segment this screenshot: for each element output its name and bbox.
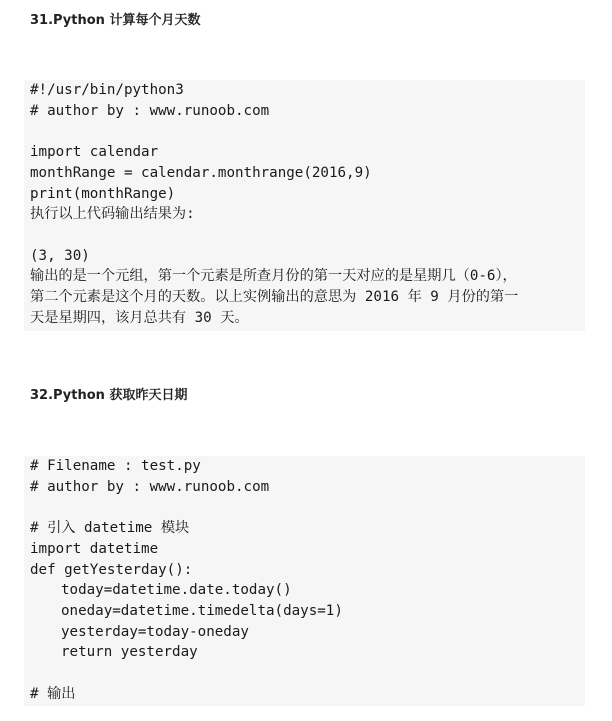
code-line: #!/usr/bin/python3 xyxy=(30,82,184,98)
code-block-yesterday xyxy=(24,456,585,706)
code-line: monthRange = calendar.monthrange(2016,9) xyxy=(30,164,372,181)
code-line: # 引入 datetime 模块 xyxy=(30,520,190,537)
code-line: oneday=datetime.timedelta(days=1) xyxy=(61,602,343,619)
code-line: 输出的是一个元组，第一个元素是所查月份的第一天对应的是星期几（0-6）， xyxy=(30,268,517,285)
code-block-month-days xyxy=(24,80,585,331)
code-line: print(monthRange) xyxy=(30,185,176,202)
code-line: def getYesterday(): xyxy=(30,561,193,578)
section-31-heading: 31.Python 计算每个月天数 xyxy=(30,13,201,28)
code-line: 第二个元素是这个月的天数。以上实例输出的意思为 2016 年 9 月份的第一 xyxy=(30,289,519,305)
code-line: yesterday=today-oneday xyxy=(61,623,249,640)
code-line: 执行以上代码输出结果为: xyxy=(30,206,195,223)
code-line: # author by : www.runoob.com xyxy=(30,102,270,119)
code-line: import datetime xyxy=(30,540,159,557)
code-line: 天是星期四，该月总共有 30 天。 xyxy=(30,309,249,326)
code-line: (3, 30) xyxy=(30,247,90,264)
code-line: today=datetime.date.today() xyxy=(61,582,292,599)
code-line: import calendar xyxy=(30,144,159,161)
code-line: # 输出 xyxy=(30,685,76,702)
code-line: # author by : www.runoob.com xyxy=(30,478,270,495)
section-32-heading: 32.Python 获取昨天日期 xyxy=(30,388,188,403)
code-line: # Filename : test.py xyxy=(30,458,201,474)
code-line: return yesterday xyxy=(61,644,198,661)
